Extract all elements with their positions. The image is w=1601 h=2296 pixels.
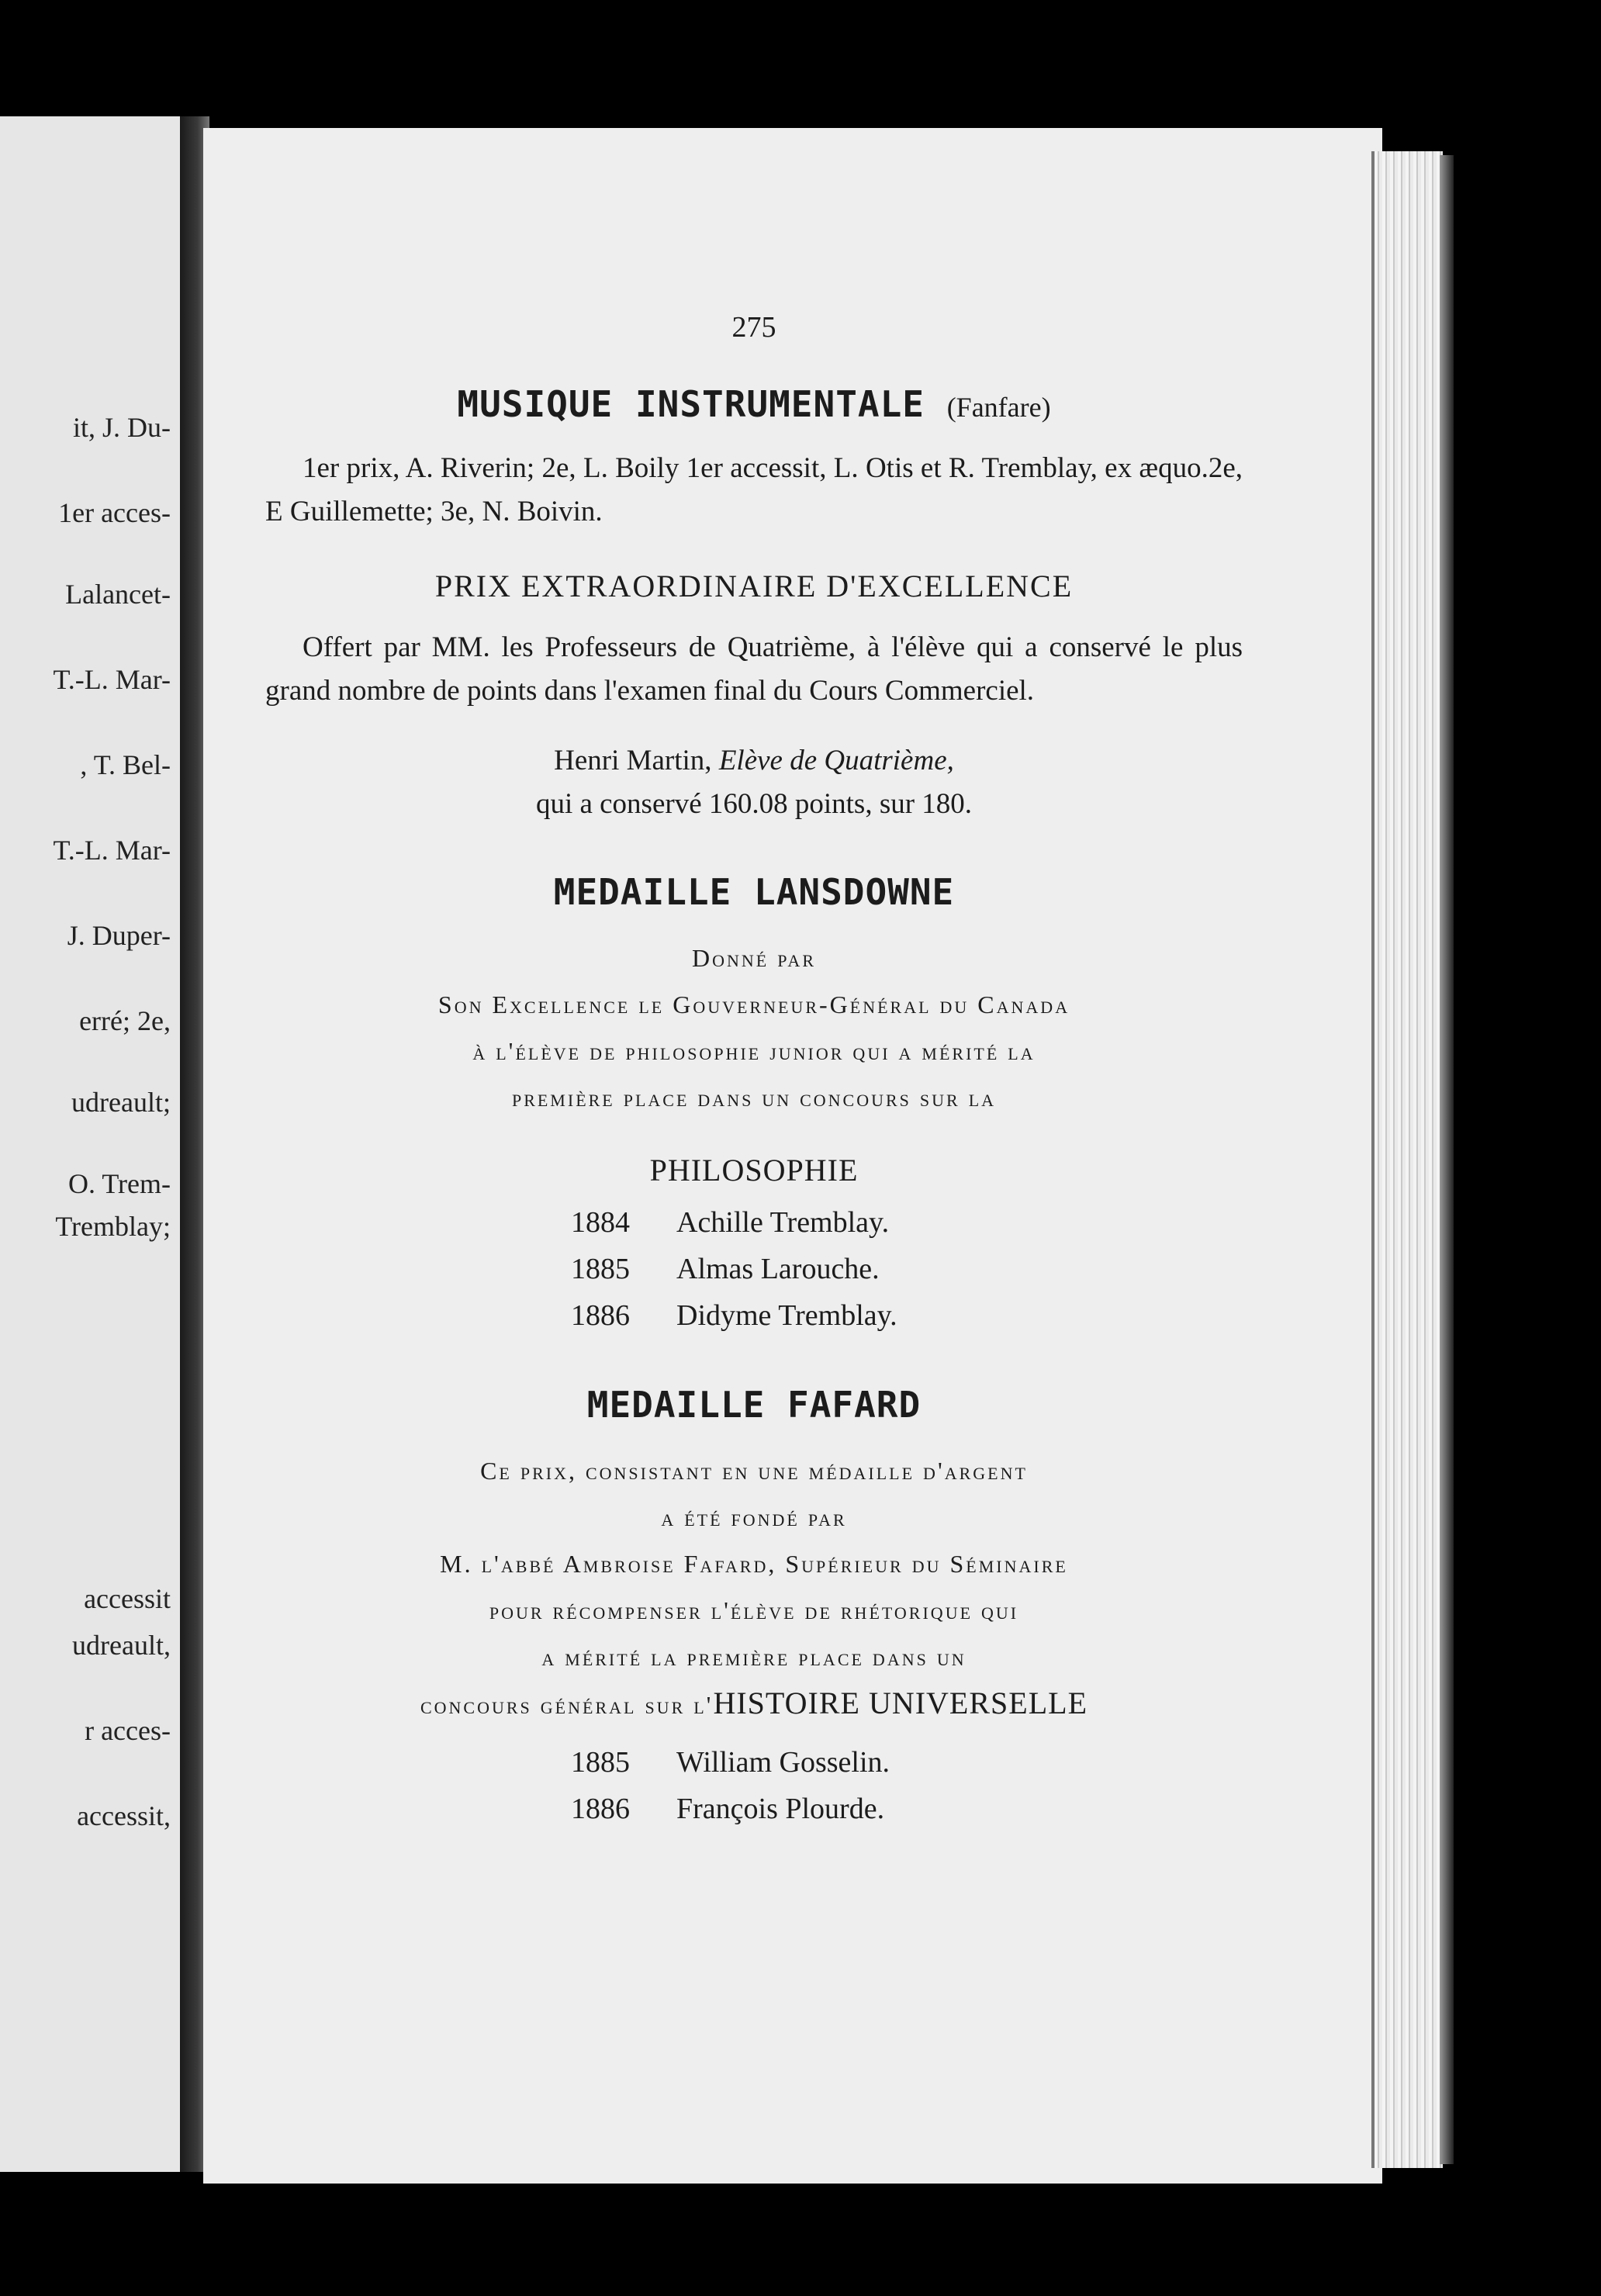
winner-name: Achille Tremblay.	[676, 1206, 890, 1239]
fafard-line: M. l'abbé Ambroise Fafard, Supérieur du Séminaire	[440, 1550, 1068, 1578]
musique-section	[265, 383, 1243, 534]
left-page-fragment: udreault,	[72, 1630, 171, 1661]
winner-name: Didyme Tremblay.	[676, 1299, 897, 1332]
winner-year: 1886	[571, 1299, 630, 1332]
lansdowne-title: MEDAILLE LANSDOWNE	[553, 871, 955, 913]
fafard-winners	[498, 1739, 1243, 1832]
left-page-fragment: O. Trem-	[67, 1168, 171, 1199]
prix-extra-text: Offert par MM. les Professeurs de Quatrième, à l'élève qui a conservé le plus grand nombre de points dans l'examen final du Cours Commerciel.	[265, 631, 1243, 707]
left-page-fragment: r acces-	[85, 1715, 171, 1746]
winner-points: qui a conservé 160.08 points, sur 180.	[535, 788, 973, 820]
musique-title	[265, 383, 1243, 425]
left-page-fragment: erré; 2e,	[79, 1005, 171, 1036]
fafard-line: a été fondé par	[661, 1503, 847, 1531]
fafard-subject: HISTOIRE UNIVERSELLE	[713, 1686, 1088, 1720]
prix-extra-section	[265, 568, 1243, 826]
left-page-fragment: , T. Bel-	[80, 749, 171, 780]
left-page-fragment: 1er acces-	[58, 497, 171, 528]
lansdowne-line: Son Excellence le Gouverneur-Général du Canada	[437, 991, 1070, 1018]
winner-row	[498, 1292, 1243, 1339]
left-page-fragment: accessit	[84, 1583, 171, 1614]
left-page-fragment: J. Duper-	[67, 920, 171, 951]
left-page-fragment: udreault;	[71, 1087, 171, 1118]
lansdowne-line: première place dans un concours sur la	[511, 1084, 997, 1112]
winner-row	[498, 1739, 1243, 1786]
left-page-fragment: it, J. Du-	[73, 412, 171, 443]
winner-year: 1885	[571, 1253, 630, 1285]
page-content	[265, 310, 1243, 1832]
left-page	[0, 116, 188, 2172]
winner-row	[498, 1246, 1243, 1292]
fafard-title: MEDAILLE FAFARD	[586, 1384, 922, 1426]
winner-name: Henri Martin,	[554, 745, 712, 776]
musique-title-text: MUSIQUE INSTRUMENTALE	[457, 383, 925, 425]
winner-name: Almas Larouche.	[676, 1253, 880, 1285]
winner-year: 1884	[571, 1206, 630, 1239]
fafard-line: pour récompenser l'élève de rhétorique qui	[489, 1596, 1019, 1624]
musique-subtitle: (Fanfare)	[946, 392, 1051, 423]
left-page-fragment: accessit,	[77, 1800, 171, 1831]
prix-extra-title: PRIX EXTRAORDINAIRE D'EXCELLENCE	[434, 569, 1074, 603]
lansdowne-section	[265, 871, 1243, 1339]
fafard-line: Ce prix, consistant en une médaille d'argent	[480, 1457, 1028, 1485]
prix-extra-winner	[265, 739, 1243, 826]
page-edge-shadow	[1440, 155, 1454, 2164]
fafard-last-line	[265, 1680, 1243, 1728]
fafard-last-line-prefix: concours général sur l'	[420, 1691, 714, 1719]
lansdowne-winners	[498, 1199, 1243, 1339]
left-page-fragment: Tremblay;	[55, 1211, 171, 1242]
winner-year: 1885	[571, 1746, 630, 1779]
winner-name: William Gosselin.	[676, 1746, 890, 1779]
musique-text: 1er prix, A. Riverin; 2e, L. Boily 1er accessit, L. Otis et R. Tremblay, ex æquo.2e, E Guillemette; 3e, N. Boivin.	[265, 452, 1243, 527]
fafard-line: a mérité la première place dans un	[541, 1643, 966, 1671]
left-page-fragment: T.-L. Mar-	[53, 664, 171, 695]
winner-row	[498, 1786, 1243, 1832]
left-page-fragment: Lalancet-	[65, 579, 171, 610]
page-number: 275	[731, 311, 776, 344]
lansdowne-line: Donné par	[692, 944, 816, 972]
winner-name: François Plourde.	[676, 1793, 885, 1825]
fafard-section	[265, 1384, 1243, 1832]
left-page-fragment: T.-L. Mar-	[53, 835, 171, 866]
winner-row	[498, 1199, 1243, 1246]
winner-year: 1886	[571, 1793, 630, 1825]
lansdowne-line: à l'élève de philosophie junior qui a mérité la	[472, 1037, 1036, 1065]
lansdowne-subject: PHILOSOPHIE	[649, 1153, 859, 1188]
winner-role: Elève de Quatrième,	[718, 745, 954, 776]
page-edge	[1371, 151, 1443, 2168]
